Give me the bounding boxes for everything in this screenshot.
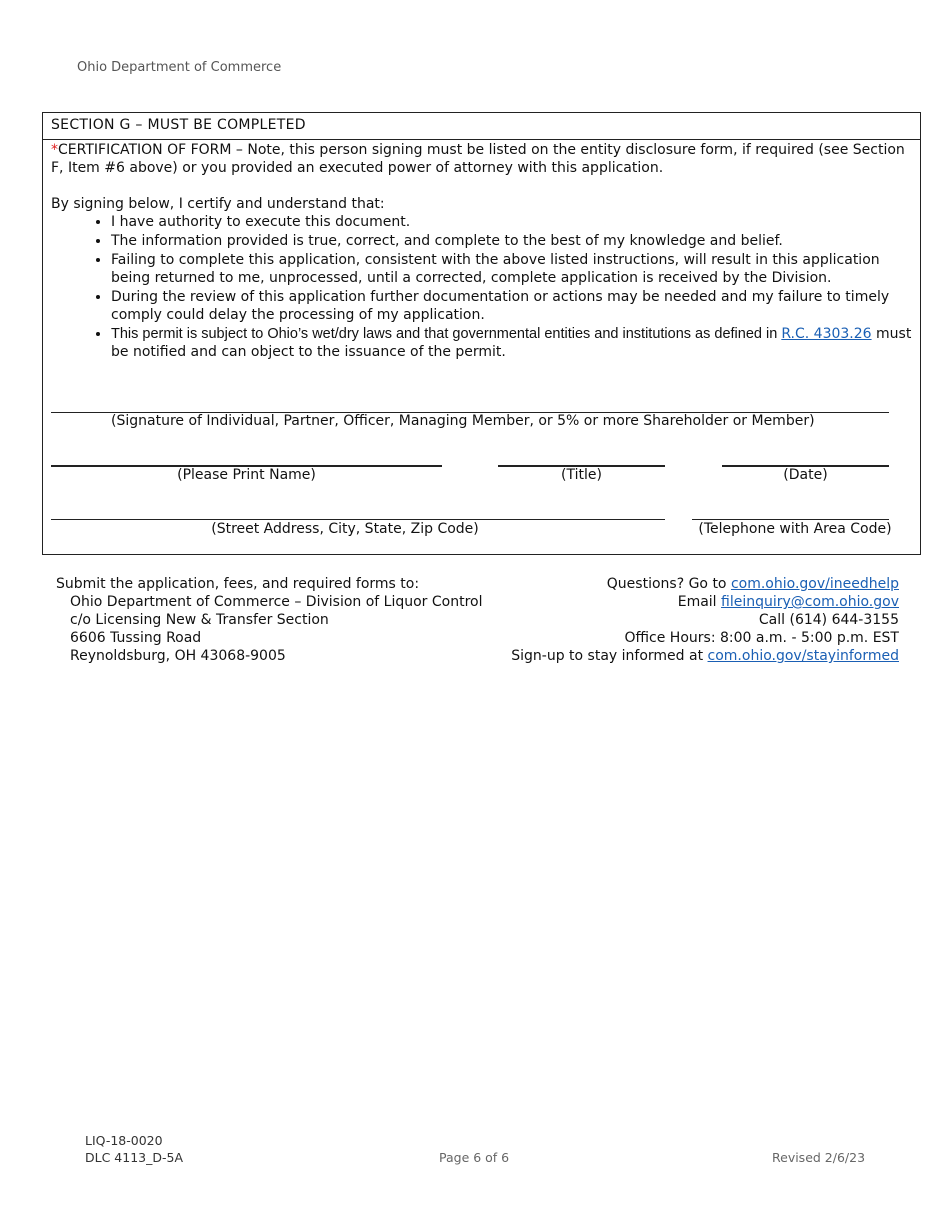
page-number: Page 6 of 6: [439, 1150, 510, 1165]
signup-line: [511, 647, 899, 665]
address-line-3: 6606 Tussing Road: [70, 630, 202, 646]
print-name-label: (Please Print Name): [177, 467, 316, 483]
email-text: Email: [677, 594, 722, 610]
email-line: [511, 593, 899, 611]
stayinformed-link[interactable]: com.ohio.gov/stayinformed: [707, 648, 899, 664]
date-label: (Date): [783, 467, 828, 483]
list-item: • I have authority to execute this document.: [111, 213, 912, 231]
certify-intro: By signing below, I certify and understand that:: [51, 196, 385, 212]
wet-dry-text-end: must be notified and can object to the issuance of the permit.: [111, 326, 912, 360]
required-mark: *: [51, 142, 58, 158]
hours-line: Office Hours: 8:00 a.m. - 5:00 p.m. EST: [624, 630, 899, 646]
revised-date: Revised 2/6/23: [772, 1150, 866, 1165]
list-item: • During the review of this application further documentation or actions may be needed and my failure to timely comply could delay the processing of my application.: [111, 288, 912, 324]
ineedhelp-link[interactable]: com.ohio.gov/ineedhelp: [730, 576, 899, 592]
wet-dry-text: This permit is subject to Ohio’s wet/dry laws and that governmental entities and institutions as defined in: [111, 326, 782, 342]
email-link[interactable]: fileinquiry@com.ohio.gov: [721, 594, 899, 610]
questions-text: Questions? Go to: [606, 576, 731, 592]
address-line-1: Ohio Department of Commerce – Division of Liquor Control: [70, 594, 483, 610]
certification-paragraph: [51, 141, 912, 177]
phone-line[interactable]: [692, 519, 889, 520]
address-line-4: Reynoldsburg, OH 43068-9005: [70, 648, 286, 664]
certification-body: [43, 140, 920, 361]
submit-intro: Submit the application, fees, and required forms to:: [56, 576, 420, 592]
address-line-2: c/o Licensing New & Transfer Section: [70, 612, 329, 628]
submit-instructions: [56, 575, 483, 665]
certification-text: Note, this person signing must be listed on the entity disclosure form, if required (see Section F, Item #6 above) or you provided an executed power of attorney with this application.: [51, 142, 905, 176]
certification-heading: CERTIFICATION OF FORM –: [58, 142, 248, 158]
title-label: (Title): [561, 467, 602, 483]
list-item: • The information provided is true, correct, and complete to the best of my knowledge and belief.: [111, 232, 912, 250]
section-title: SECTION G – MUST BE COMPLETED: [43, 113, 920, 140]
form-code: DLC 4113_D-5A: [85, 1150, 183, 1165]
address-label: (Street Address, City, State, Zip Code): [211, 521, 479, 537]
phone-label: (Telephone with Area Code): [698, 521, 892, 537]
list-item: [111, 325, 912, 361]
form-id: LIQ-18-0020: [85, 1133, 163, 1148]
section-g-box: [42, 112, 921, 555]
questions-line: [511, 575, 899, 593]
contact-info: [511, 575, 899, 665]
signature-label: (Signature of Individual, Partner, Officer, Managing Member, or 5% or more Shareholder or Member): [111, 413, 815, 429]
address-line[interactable]: [51, 519, 665, 520]
list-item: • Failing to complete this application, consistent with the above listed instructions, will result in this application being returned to me, unprocessed, until a corrected, complete application is received by the Division.: [111, 251, 912, 287]
certification-list: [51, 213, 912, 361]
rc-4303-26-link[interactable]: R.C. 4303.26: [781, 326, 872, 342]
signup-text: Sign-up to stay informed at: [511, 648, 708, 664]
call-line: Call (614) 644-3155: [758, 612, 899, 628]
department-header: Ohio Department of Commerce: [77, 60, 282, 75]
